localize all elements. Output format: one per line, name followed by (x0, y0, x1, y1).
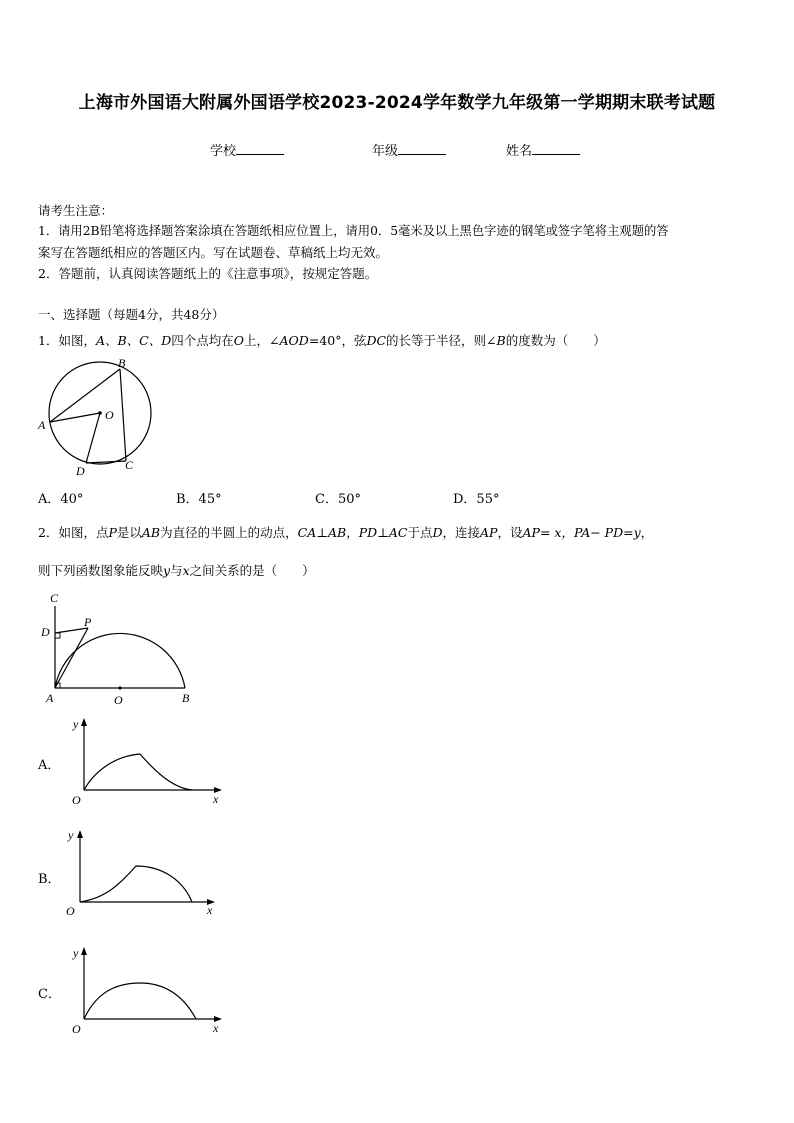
name-blank (532, 142, 580, 155)
q1-option-c[interactable]: C．50° (315, 492, 361, 507)
q2-option-b-graph[interactable] (60, 826, 224, 921)
name-field (506, 140, 580, 159)
notice-heading: 请考生注意： (38, 203, 114, 218)
notice-item-1: 1．请用2B铅笔将选择题答案涂填在答题纸相应位置上，请用0．5毫米及以上黑色字迹的钢笔或签字笔将主观题的答 (38, 224, 669, 238)
question-1-text: 1．如图，A、B、C、D四个点均在O上，∠AOD=40°，弦DC的长等于半径，则∠B的度数为（ ） (38, 333, 606, 348)
section-heading: 一、选择题（每题4分，共48分） (38, 307, 225, 322)
curve-b (80, 866, 192, 902)
label-o: O (114, 693, 123, 707)
chord-bc (120, 369, 126, 461)
center-o (118, 686, 121, 689)
q1-circle-figure (30, 355, 160, 480)
label-o: O (66, 904, 75, 918)
name-label: 姓名 (506, 144, 533, 159)
label-x: x (213, 792, 219, 806)
label-x: x (207, 903, 213, 917)
school-label: 学校 (210, 144, 237, 159)
curve-c (84, 983, 196, 1019)
semicircle-arc (55, 633, 185, 688)
label-b: B (182, 691, 190, 705)
q2-option-a-graph[interactable] (64, 714, 228, 809)
center-point (98, 411, 102, 415)
label-y: y (68, 828, 74, 842)
radius-od (86, 413, 100, 463)
q2-semicircle-figure (36, 588, 206, 708)
label-y: y (73, 946, 79, 960)
chord-dc (86, 461, 126, 463)
q1-option-d[interactable]: D．55° (453, 492, 500, 507)
q2-option-a[interactable]: A． (38, 758, 61, 773)
label-b: B (118, 356, 126, 370)
grade-label: 年级 (372, 144, 399, 159)
y-axis-arrow-icon (81, 718, 87, 726)
notice-item-1-cont: 案写在答题纸相应的答题区内。写在试题卷、草稿纸上均无效。 (38, 245, 389, 260)
label-x: x (213, 1021, 219, 1035)
y-axis-arrow-icon (81, 947, 87, 955)
grade-field (372, 140, 446, 159)
q1-option-a[interactable]: A．40° (38, 492, 84, 507)
label-a: A (46, 691, 54, 705)
y-axis-arrow-icon (77, 830, 83, 838)
q2-option-b[interactable]: B． (38, 872, 61, 887)
label-d: D (41, 625, 50, 639)
radius-oa (50, 413, 100, 422)
page-title: 上海市外国语大附属外国语学校2023-2024学年数学九年级第一学期期末联考试题 (78, 93, 716, 113)
curve-a (84, 754, 192, 790)
school-blank (236, 142, 284, 155)
notice-item-2: 2．答题前，认真阅读答题纸上的《注意事项》，按规定答题。 (38, 266, 378, 281)
label-c: C (125, 458, 134, 472)
q1-option-b[interactable]: B．45° (176, 492, 222, 507)
label-a: A (38, 418, 46, 432)
label-o: O (72, 793, 81, 807)
label-p: P (84, 615, 92, 629)
label-o: O (105, 408, 114, 422)
label-y: y (73, 717, 79, 731)
question-2-text-line2: 则下列函数图象能反映y与x之间关系的是（ ） (38, 563, 315, 578)
q2-option-c-graph[interactable] (64, 943, 228, 1038)
question-2-text: 2．如图，点P是以AB为直径的半圆上的动点，CA⊥AB，PD⊥AC于点D，连接AP，设AP= x，PA− PD=y， (38, 525, 654, 540)
label-c: C (50, 591, 59, 605)
grade-blank (398, 142, 446, 155)
right-angle-d (55, 633, 60, 638)
school-field (210, 140, 284, 159)
label-d: D (76, 464, 85, 478)
q2-option-c[interactable]: C． (38, 987, 61, 1002)
label-o: O (72, 1022, 81, 1036)
